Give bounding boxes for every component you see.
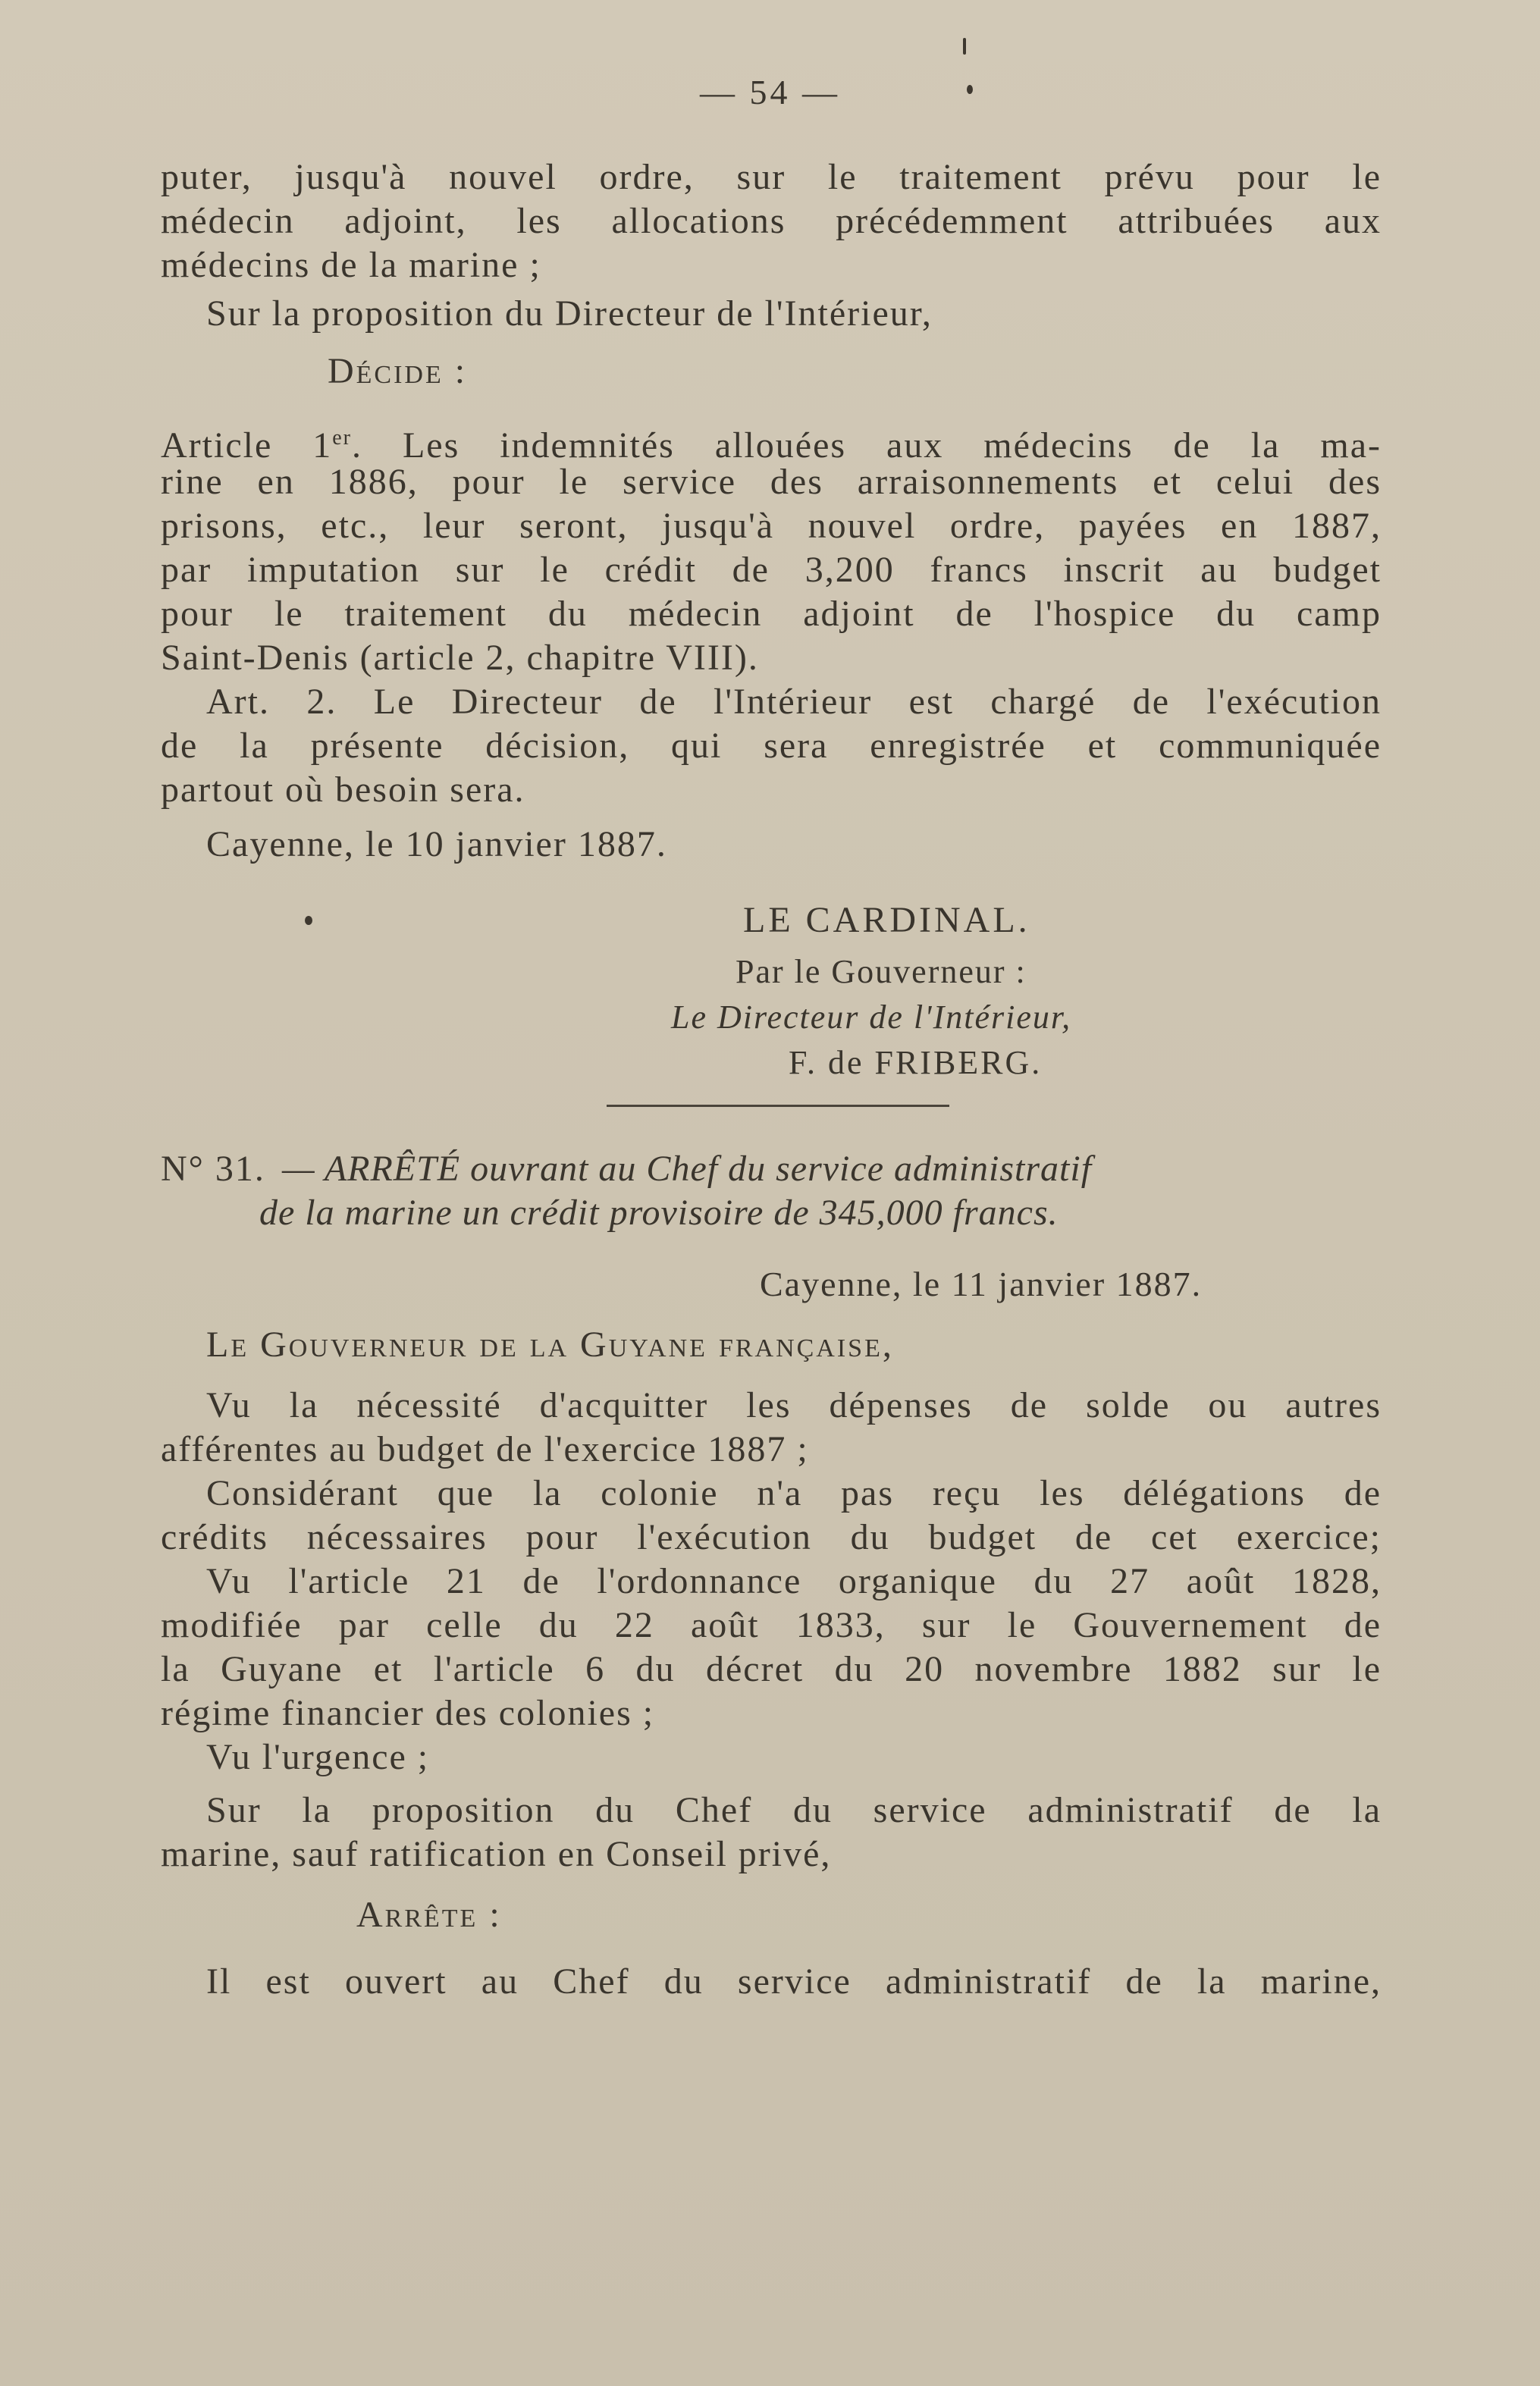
article-label: Article 1 (161, 425, 333, 466)
article-superscript: er (332, 426, 352, 450)
text-line: puter, jusqu'à nouvel ordre, sur le traitement prévu pour le (161, 157, 1382, 197)
signature-role: Le Directeur de l'Intérieur, (671, 999, 1072, 1036)
text-line: médecin adjoint, les allocations précédemment attribuées aux (161, 201, 1382, 241)
section-divider (607, 1105, 949, 1107)
signature-signer: F. de FRIBERG. (789, 1044, 1043, 1081)
decree-intro: Le Gouverneur de la Guyane française, (206, 1325, 894, 1365)
text-line: prisons, etc., leur seront, jusqu'à nouvel ordre, payées en 1887, (161, 506, 1382, 546)
ink-speck (967, 85, 973, 94)
text-line: Sur la proposition du Chef du service administratif de la (206, 1790, 1382, 1830)
ink-speck (963, 38, 966, 55)
signature-by: Par le Gouverneur : (735, 953, 1027, 990)
text-line: Saint-Denis (article 2, chapitre VIII). (161, 638, 759, 678)
decree-date: Cayenne, le 11 janvier 1887. (760, 1265, 1203, 1303)
text-line: Considérant que la colonie n'a pas reçu les délégations de (206, 1473, 1382, 1513)
text-line: la Guyane et l'article 6 du décret du 20 novembre 1882 sur le (161, 1649, 1382, 1689)
text-line: Vu l'urgence ; (206, 1737, 430, 1777)
text-line: modifiée par celle du 22 août 1833, sur le Gouvernement de (161, 1605, 1382, 1645)
text-line: rine en 1886, pour le service des arraisonnements et celui des (161, 462, 1382, 502)
ink-speck (305, 916, 312, 925)
text-line: Sur la proposition du Directeur de l'Intérieur, (206, 293, 933, 334)
decide-heading: Décide : (328, 351, 468, 391)
text-line: partout où besoin sera. (161, 770, 525, 810)
decree-number: N° 31. (161, 1149, 265, 1189)
text-line: Vu l'article 21 de l'ordonnance organique du 27 août 1828, (206, 1561, 1382, 1601)
text-line: Vu la nécessité d'acquitter les dépenses de solde ou autres (206, 1385, 1382, 1425)
decree-title: — ARRÊTÉ ouvrant au Chef du service administratif (282, 1149, 1093, 1189)
page-number: — 54 — (700, 73, 840, 111)
text-line: marine, sauf ratification en Conseil privé, (161, 1834, 832, 1874)
text-line: crédits nécessaires pour l'exécution du budget de cet exercice; (161, 1517, 1382, 1557)
text-line: par imputation sur le crédit de 3,200 francs inscrit au budget (161, 550, 1382, 590)
article-2-line: Art. 2. Le Directeur de l'Intérieur est chargé de l'exécution (206, 682, 1382, 722)
text-line: Il est ouvert au Chef du service administratif de la marine, (206, 1961, 1382, 2002)
text-line: médecins de la marine ; (161, 245, 541, 285)
text-line: afférentes au budget de l'exercice 1887 ; (161, 1429, 809, 1469)
date-line: Cayenne, le 10 janvier 1887. (206, 824, 667, 864)
decree-title: de la marine un crédit provisoire de 345,000 francs. (259, 1193, 1059, 1233)
arrete-heading: Arrête : (356, 1895, 502, 1935)
text-line: pour le traitement du médecin adjoint de l'hospice du camp (161, 594, 1382, 634)
text-line: régime financier des colonies ; (161, 1693, 655, 1733)
signature-name: LE CARDINAL. (743, 900, 1030, 940)
text-line: de la présente décision, qui sera enregistrée et communiquée (161, 726, 1382, 766)
article-text: . Les indemnités allouées aux médecins de la ma- (352, 425, 1382, 466)
